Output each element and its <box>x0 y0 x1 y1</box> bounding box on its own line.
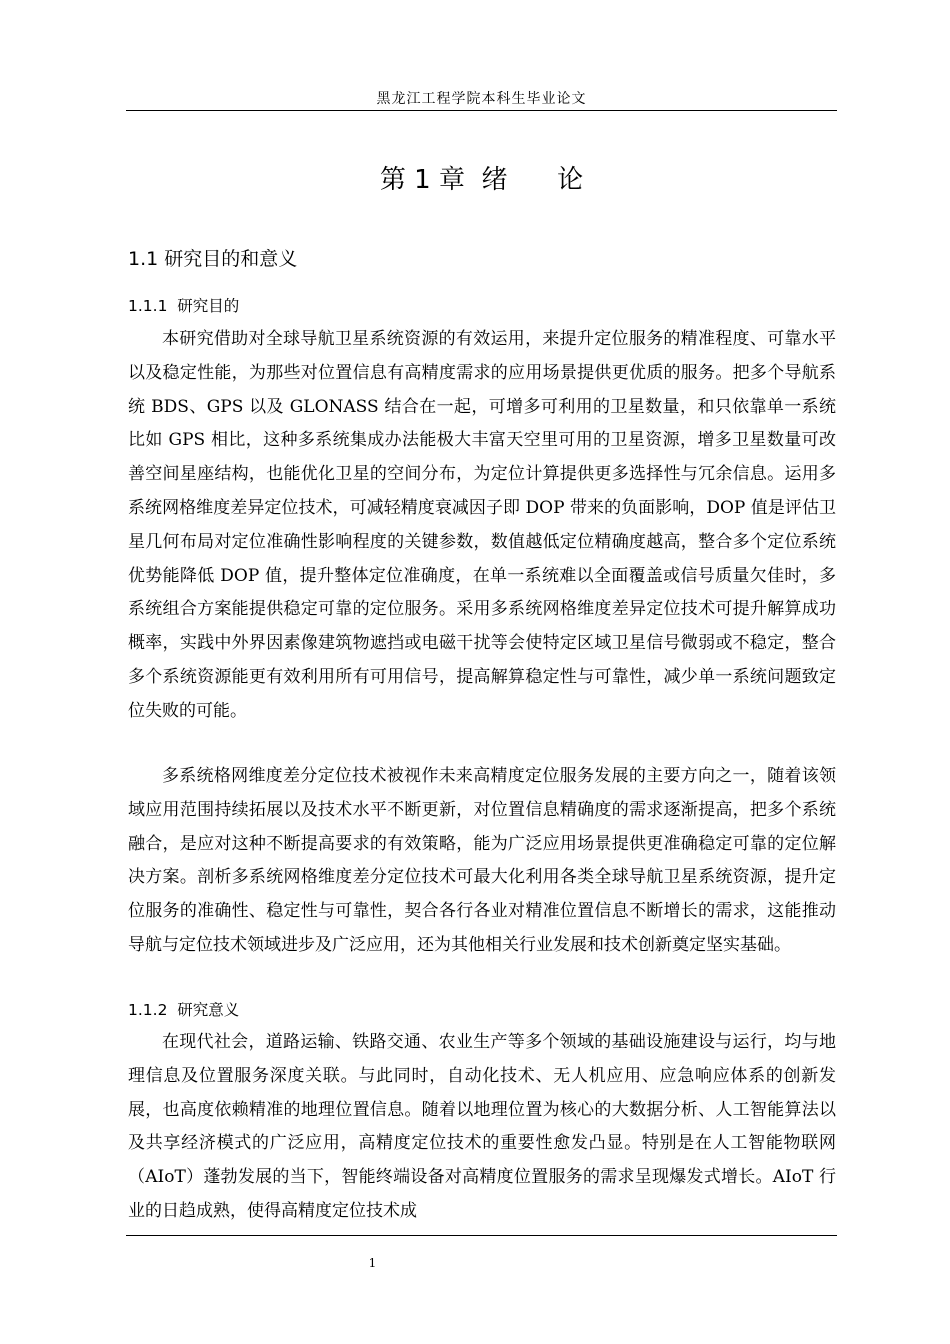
chapter-title: 第 1 章 绪 论 <box>379 165 584 195</box>
footer-rule <box>126 1235 837 1236</box>
body-paragraph: 本研究借助对全球导航卫星系统资源的有效运用，来提升定位服务的精准程度、可靠水平以及稳定性能，为那些对位置信息有高精度需求的应用场景提供更优质的服务。把多个导航系统 BDS、GPS 以及 GLONASS 结合在一起，可增多可利用的卫星数量，和只依靠单一系统比如 GPS 相比，这种多系统集成办法能极大丰富天空里可用的卫星资源，增多卫星数量可改善空间星座结构，也能优化卫星的空间分布，为定位计算提供更多选择性与冗余信息。运用多系统网格维度差异定位技术，可减轻精度衰减因子即 DOP 带来的负面影响，DOP 值是评估卫星几何布局对定位准确性影响程度的关键参数，数值越低定位精确度越高，整合多个定位系统优势能降低 DOP 值，提升整体定位准确度，在单一系统难以全面覆盖或信号质量欠佳时，多系统组合方案能提供稳定可靠的定位服务。采用多系统网格维度差异定位技术可提升解算成功概率，实践中外界因素像建筑物遮挡或电磁干扰等会使特定区域卫星信号微弱或不稳定，整合多个系统资源能更有效利用所有可用信号，提高解算稳定性与可靠性，减少单一系统问题致定位失败的可能。 <box>128 329 836 721</box>
subsection-heading-research-purpose: 1.1.1 研究目的 <box>128 297 240 315</box>
page-number: 1 <box>368 1256 377 1270</box>
section-heading: 1.1 研究目的和意义 <box>128 248 298 270</box>
header-rule <box>126 110 837 111</box>
subsection-heading-research-significance: 1.1.2 研究意义 <box>128 1001 240 1019</box>
body-paragraph: 在现代社会，道路运输、铁路交通、农业生产等多个领域的基础设施建设与运行，均与地理信息及位置服务深度关联。与此同时，自动化技术、无人机应用、应急响应体系的创新发展，也高度依赖精准的地理位置信息。随着以地理位置为核心的大数据分析、人工智能算法以及共享经济模式的广泛应用，高精度定位技术的重要性愈发凸显。特别是在人工智能物联网（AIoT）蓬勃发展的当下，智能终端设备对高精度位置服务的需求呈现爆发式增长。AIoT 行业的日趋成熟，使得高精度定位技术成 <box>128 1032 836 1221</box>
running-header: 黑龙江工程学院本科生毕业论文 <box>376 91 587 107</box>
body-paragraph: 多系统格网维度差分定位技术被视作未来高精度定位服务发展的主要方向之一，随着该领域应用范围持续拓展以及技术水平不断更新，对位置信息精确度的需求逐渐提高，把多个系统融合，是应对这种不断提高要求的有效策略，能为广泛应用场景提供更准确稳定可靠的定位解决方案。剖析多系统网格维度差分定位技术可最大化利用各类全球导航卫星系统资源，提升定位服务的准确性、稳定性与可靠性，契合各行各业对精准位置信息不断增长的需求，这能推动导航与定位技术领域进步及广泛应用，还为其他相关行业发展和技术创新奠定坚实基础。 <box>128 766 836 955</box>
